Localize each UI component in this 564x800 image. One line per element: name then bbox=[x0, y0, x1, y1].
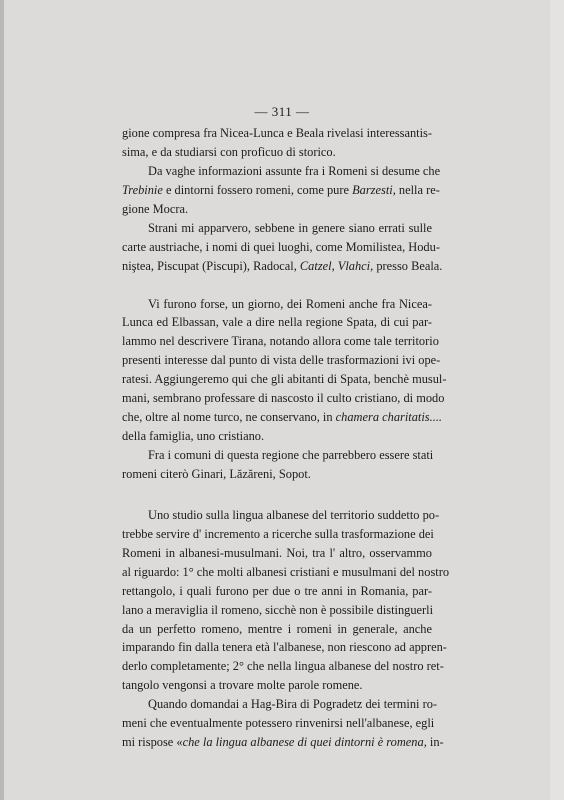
text-line: imparando fin dalla tenera età l'albanese, non riescono ad appren- bbox=[122, 640, 447, 655]
text-run: e dintorni fossero romeni, come pure bbox=[162, 182, 353, 197]
text-line: da un perfetto romeno, mentre i romeni in generale, anche bbox=[122, 621, 432, 636]
text-line: derlo completamente; 2° che nella lingua albanese del nostro ret- bbox=[122, 659, 444, 674]
paragraph bbox=[122, 124, 432, 162]
text-line bbox=[122, 733, 444, 752]
page-shadow-edge bbox=[0, 0, 4, 800]
text-line: trebbe servire d' incremento a ricerche sulla trasformazione dei bbox=[122, 526, 434, 541]
text-line: rettangolo, i quali furono per due o tre anni in Romania, par- bbox=[122, 583, 432, 598]
page-number: — 311 — bbox=[254, 104, 310, 119]
text-line: sima, e da studiarsi con profìcuo di storico. bbox=[122, 144, 336, 159]
italic-text: chamera charitatis.... bbox=[335, 410, 443, 425]
text-line: Da vaghe informazioni assunte fra i Romeni si desume che bbox=[148, 163, 441, 178]
text-line: gione Mocra. bbox=[122, 201, 189, 216]
text-line: romeni citerò Ginari, Lăzăreni, Sopot. bbox=[122, 466, 311, 481]
text-line: Vi furono forse, un giorno, dei Romeni anche fra Nicea- bbox=[148, 296, 432, 311]
text-run: mi rispose « bbox=[122, 735, 183, 750]
text-line: Uno studio sulla lingua albanese del territorio suddetto po- bbox=[148, 507, 440, 522]
text-line: al riguardo: 1° che molti albanesi cristiani e musulmani del nostro bbox=[122, 564, 450, 579]
paragraph bbox=[122, 162, 441, 219]
paragraph bbox=[122, 295, 447, 447]
text-line: meni che eventualmente potessero rinvenirsi nell'albanese, egli bbox=[122, 716, 435, 731]
italic-text: che la lingua albanese di quei dintorni è romena, bbox=[182, 735, 427, 750]
text-line: lano a meraviglia il romeno, sicchè non è possibile distinguerli bbox=[122, 602, 434, 617]
paragraph bbox=[122, 506, 450, 695]
text-line: Strani mi apparvero, sebbene in genere siano errati sulle bbox=[148, 220, 432, 235]
text-run: presso Beala. bbox=[373, 258, 443, 273]
paragraph bbox=[122, 695, 444, 752]
text-run: niştea, Piscupat (Piscupi), Radocal, bbox=[122, 258, 300, 273]
paragraph bbox=[122, 446, 432, 484]
text-line bbox=[122, 408, 443, 427]
text-line: della famiglia, uno cristiano. bbox=[122, 429, 265, 444]
text-line: presenti interesse dal punto di vista delle trasformazioni ivi ope- bbox=[122, 353, 441, 368]
text-run: che, oltre al nome turco, ne conservano, in bbox=[122, 410, 336, 425]
italic-text: Trebinie bbox=[122, 182, 163, 197]
text-line: Fra i comuni di questa regione che parrebbero essere stati bbox=[148, 448, 434, 462]
text-line: lammo nel descrivere Tirana, notando allora come tale territorio bbox=[122, 334, 439, 349]
text-line: tangolo vengonsi a trovare molte parole romene. bbox=[122, 678, 363, 693]
section-gap bbox=[122, 276, 432, 295]
text-line bbox=[122, 181, 440, 200]
text-run: in- bbox=[426, 735, 444, 750]
text-line: Quando domandai a Hag-Bira di Pogradetz dei termini ro- bbox=[148, 697, 438, 712]
italic-text: Barzesti, bbox=[352, 182, 396, 197]
text-line: Romeni in albanesi-musulmani. Noi, tra l' altro, osservammo bbox=[122, 545, 432, 560]
section-gap bbox=[122, 484, 432, 506]
text-line: ratesi. Aggiungeremo qui che gli abitanti di Spata, benchè musul- bbox=[122, 372, 447, 387]
text-line: gione compresa fra Nicea-Lunca e Beala rivelasi interessantis- bbox=[122, 126, 432, 140]
text-run: nella re- bbox=[395, 182, 440, 197]
body-text bbox=[122, 124, 450, 752]
paragraph bbox=[122, 219, 443, 276]
text-line: Lunca ed Elbassan, vale a dire nella regione Spata, di cui par- bbox=[122, 315, 432, 330]
page-light-edge bbox=[550, 0, 564, 800]
text-line: mani, sembrano professare di nascosto il culto cristiano, di modo bbox=[122, 391, 445, 406]
italic-text: Catzel, Vlahci, bbox=[299, 258, 374, 273]
text-line: carte austriache, i nomi di quei luoghi, come Momilistea, Hodu- bbox=[122, 239, 440, 254]
text-line bbox=[122, 257, 443, 276]
